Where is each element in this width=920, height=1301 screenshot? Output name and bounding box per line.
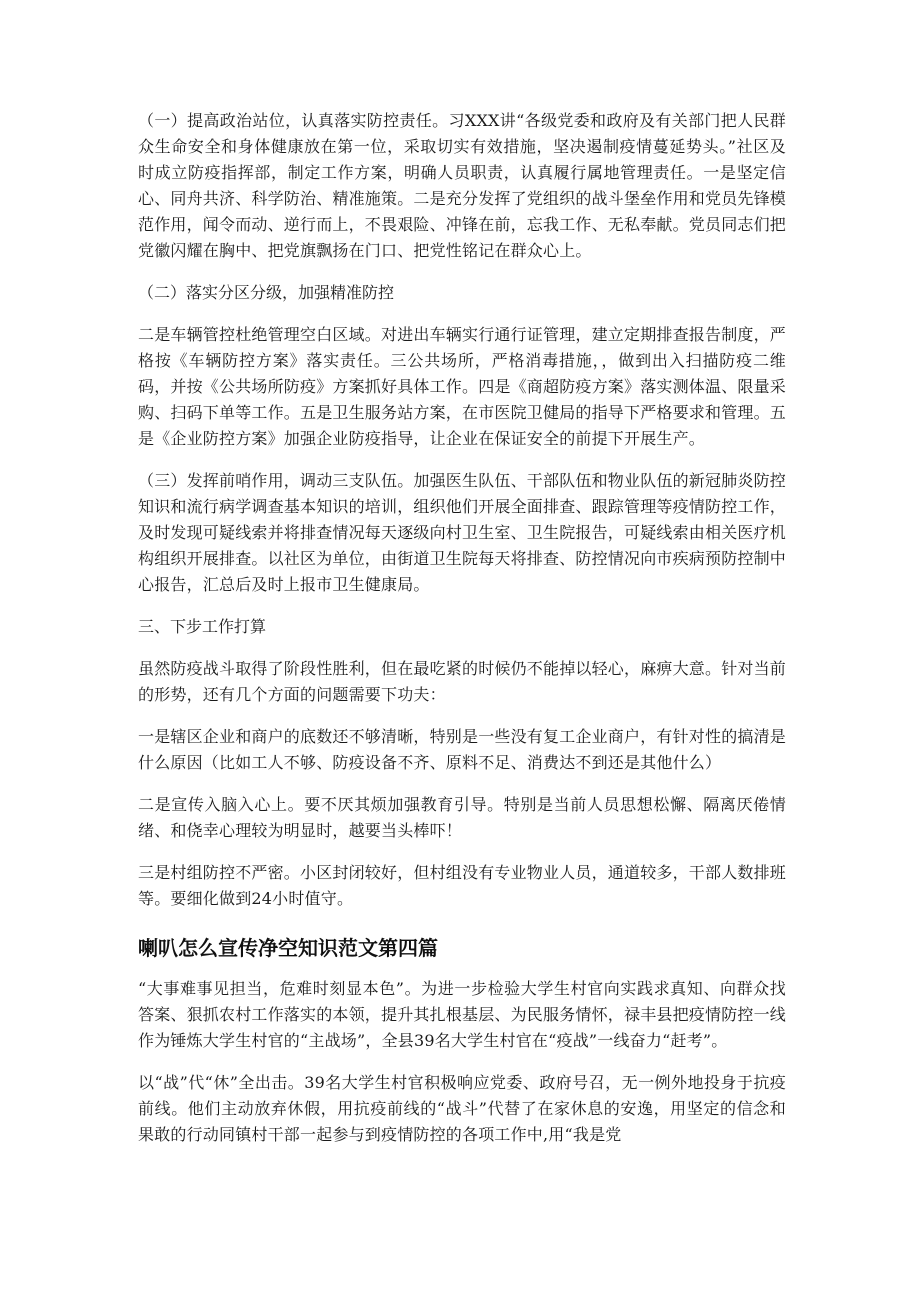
paragraph-issue-two: 二是宣传入脑入心上。要不厌其烦加强教育引导。特别是当前人员思想松懈、隔离厌倦情绪、和侥幸心理较为明显时，越要当头棒吓！ [138,795,786,840]
paragraph-political-stance: （一）提高政治站位，认真落实防控责任。习XXX讲“各级党委和政府及有关部门把人民群众生命安全和身体健康放在第一位，采取切实有效措施，坚决遏制疫情蔓延势头。”社区及时成立防疫指挥部，制定工作方案，明确人员职责，认真履行属地管理责任。一是坚定信心、同舟共济、科学防治、精准施策。二是充分发挥了党组织的战斗堡垒作用和党员先锋模范作用，闻令而动、逆行而上，不畏艰险、冲锋在前，忘我工作、无私奉献。党员同志们把党徽闪耀在胸中、把党旗飘扬在门口、把党性铭记在群众心上。 [138,111,787,260]
section-heading: 喇叭怎么宣传净空知识范文第四篇 [138,936,438,960]
paragraph-three-teams: （三）发挥前哨作用，调动三支队伍。加强医生队伍、干部队伍和物业队伍的新冠肺炎防控知识和流行病学调查基本知识的培训，组织他们开展全面排查、跟踪管理等疫情防控工作，及时发现可疑线索并将排查情况每天逐级向村卫生室、卫生院报告，可疑线索由相关医疗机构组织开展排查。以社区为单位，由街道卫生院每天将排查、防控情况向市疾病预防控制中心报告，汇总后及时上报市卫生健康局。 [138,471,787,594]
subheading-next-steps: 三、下步工作打算 [138,617,267,636]
paragraph-issue-three: 三是村组防控不严密。小区封闭较好，但村组没有专业物业人员，通道较多，干部人数排班等。要细化做到24小时值守。 [138,863,787,908]
paragraph-vehicle-control: 二是车辆管控杜绝管理空白区域。对进出车辆实行通行证管理，建立定期排查报告制度，严格按《车辆防控方案》落实责任。三公共场所，严格消毒措施，，做到出入扫描防疫二维码，并按《公共场所防疫》方案抓好具体工作。四是《商超防疫方案》落实测体温、限量采购、扫码下单等工作。五是卫生服务站方案，在市医院卫健局的指导下严格要求和管理。五是《企业防控方案》加强企业防疫指导，让企业在保证安全的前提下开展生产。 [138,325,787,448]
paragraph-current-situation: 虽然防疫战斗取得了阶段性胜利，但在最吃紧的时候仍不能掉以轻心，麻痹大意。针对当前的形势，还有几个方面的问题需要下功夫： [138,659,787,704]
paragraph-village-officials: “大事难事见担当，危难时刻显本色”。为进一步检验大学生村官向实践求真知、向群众找答案、狠抓农村工作落实的本领，提升其扎根基层、为民服务情怀，禄丰县把疫情防控一线作为锤炼大学生村官的“主战场”，全县39名大学生村官在“疫战”一线奋力“赶考”。 [138,979,787,1050]
paragraph-issue-one: 一是辖区企业和商户的底数还不够清晰，特别是一些没有复工企业商户，有针对性的搞清是什么原因（比如工人不够、防疫设备不齐、原料不足、消费达不到还是其他什么） [138,727,787,772]
subheading-zoned-control: （二）落实分区分级，加强精准防控 [138,283,395,302]
paragraph-frontline: 以“战”代“休”全出击。39名大学生村官积极响应党委、政府号召，无一例外地投身于抗疫前线。他们主动放弃休假，用抗疫前线的“战斗”代替了在家休息的安逸，用坚定的信念和果敢的行动同镇村干部一起参与到疫情防控的各项工作中,用“我是党 [138,1073,786,1144]
document-page [138,108,786,1164]
